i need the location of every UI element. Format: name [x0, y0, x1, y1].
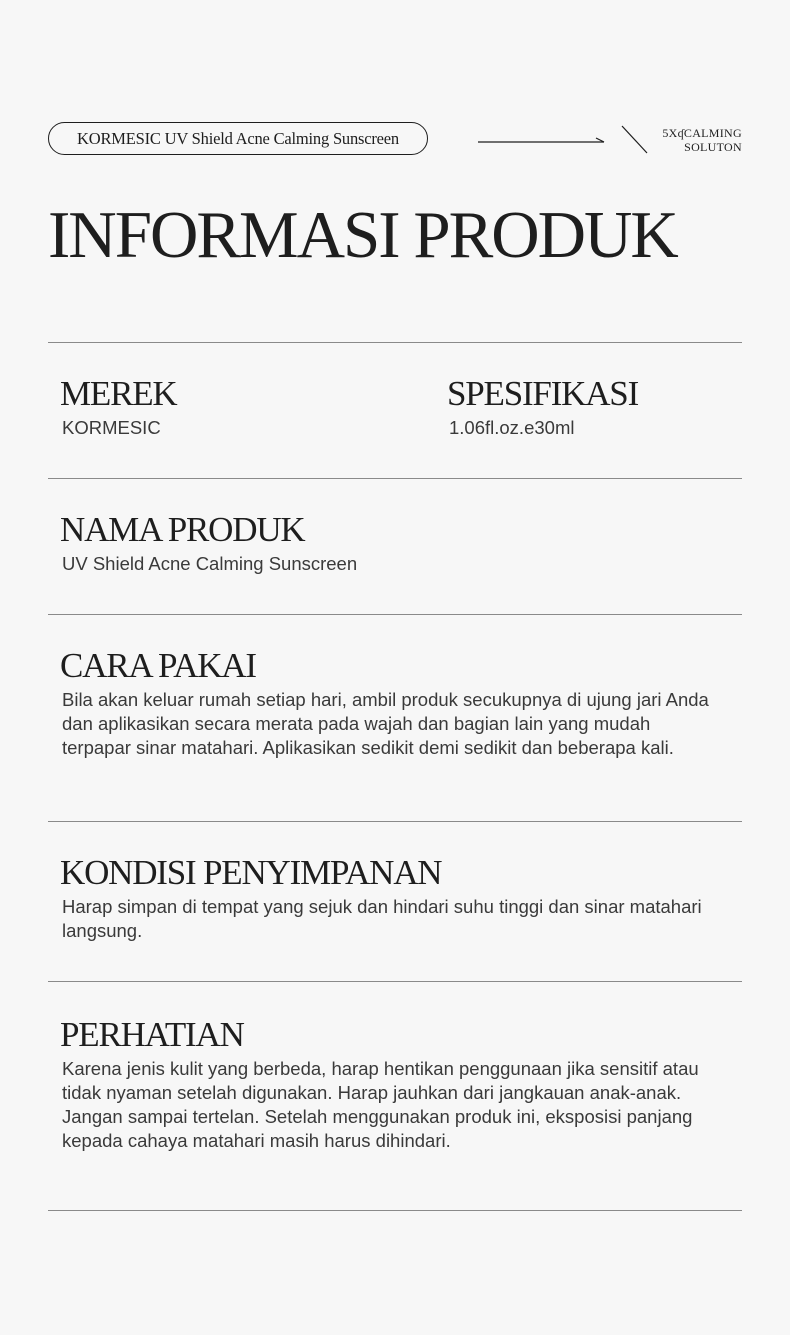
divider — [48, 342, 742, 343]
divider — [48, 614, 742, 615]
kondisi-penyimpanan-text: Harap simpan di tempat yang sejuk dan hindari suhu tinggi dan sinar matahari langsung. — [62, 896, 702, 941]
diagonal-slash-icon — [620, 124, 650, 156]
divider — [48, 981, 742, 982]
spesifikasi-value: 1.06fl.oz.e30ml — [449, 417, 575, 438]
merek-heading: MEREK — [60, 374, 177, 413]
cara-pakai-heading: CARA PAKAI — [60, 646, 256, 685]
spesifikasi-heading: SPESIFIKASI — [447, 374, 639, 413]
divider — [48, 478, 742, 479]
product-name-pill — [48, 122, 428, 155]
nama-produk-heading: NAMA PRODUK — [60, 510, 305, 549]
perhatian-text: Karena jenis kulit yang berbeda, harap hentikan penggunaan jika sensitif atau tidak nyaman setelah digunakan. Harap jauhkan dari jangkauan anak-anak. Jangan sampai tertelan. Setelah menggunakan produk ini, eksposisi panjang kepada cahaya matahari masih harus dihindari. — [62, 1058, 699, 1151]
page-title: INFORMASI PRODUK — [48, 198, 677, 272]
merek-value: KORMESIC — [62, 417, 161, 438]
product-name-pill-label: KORMESIC UV Shield Acne Calming Sunscreen — [77, 128, 399, 148]
arrow-right-icon — [478, 136, 606, 146]
perhatian-heading: PERHATIAN — [60, 1015, 244, 1054]
nama-produk-value: UV Shield Acne Calming Sunscreen — [62, 553, 358, 574]
badge-line-1: 5XʠCALMING — [662, 126, 742, 140]
cara-pakai-text: Bila akan keluar rumah setiap hari, ambil produk secukupnya di ujung jari Anda dan aplikasikan secara merata pada wajah dan bagian lain yang mudah terpapar sinar matahari. Aplikasikan sedikit demi sedikit dan beberapa kali. — [62, 689, 709, 758]
divider — [48, 821, 742, 822]
divider — [48, 1210, 742, 1211]
badge-line-2: SOLUTON — [684, 140, 742, 154]
calming-solution-badge — [662, 126, 742, 154]
kondisi-penyimpanan-heading: KONDISI PENYIMPANAN — [60, 853, 442, 892]
